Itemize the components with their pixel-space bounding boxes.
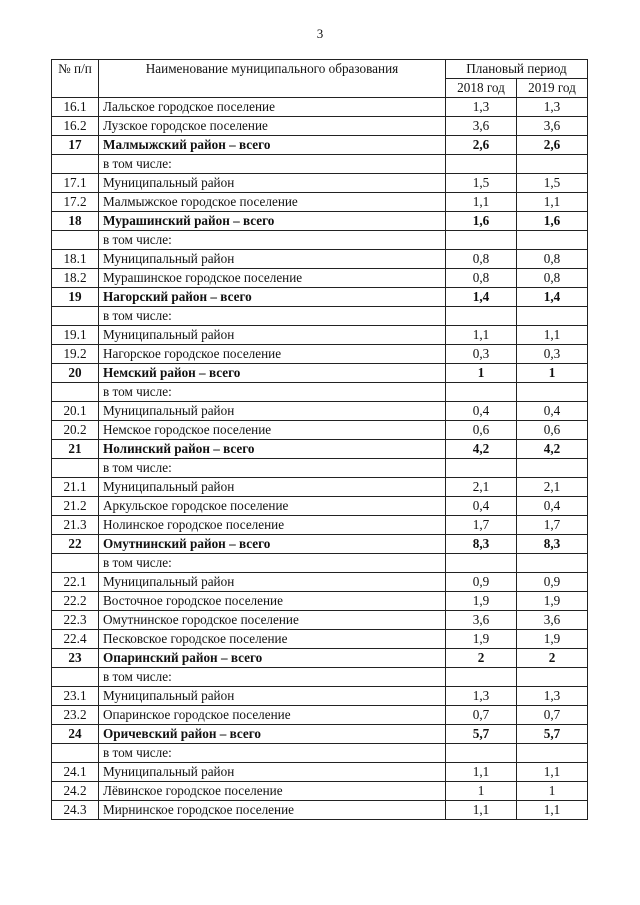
row-value-2018: 1 — [446, 364, 517, 383]
table-row — [52, 573, 588, 592]
row-value-2019 — [517, 155, 588, 174]
row-name: в том числе: — [99, 231, 446, 250]
row-name: Мурашинский район – всего — [99, 212, 446, 231]
table-row-total — [52, 288, 588, 307]
row-number: 22.3 — [52, 611, 99, 630]
row-value-2018: 2 — [446, 649, 517, 668]
row-name: Муниципальный район — [99, 250, 446, 269]
table-row — [52, 459, 588, 478]
row-name: Восточное городское поселение — [99, 592, 446, 611]
row-number: 18.2 — [52, 269, 99, 288]
row-value-2019: 8,3 — [517, 535, 588, 554]
row-value-2019 — [517, 554, 588, 573]
row-value-2018 — [446, 744, 517, 763]
row-name: Песковское городское поселение — [99, 630, 446, 649]
row-value-2019 — [517, 231, 588, 250]
row-value-2018: 2,1 — [446, 478, 517, 497]
row-number: 18 — [52, 212, 99, 231]
table-row — [52, 763, 588, 782]
table-row-total — [52, 440, 588, 459]
table-row — [52, 326, 588, 345]
row-number: 19.1 — [52, 326, 99, 345]
row-value-2018 — [446, 554, 517, 573]
row-name: в том числе: — [99, 668, 446, 687]
table-row — [52, 744, 588, 763]
row-number: 16.1 — [52, 98, 99, 117]
row-value-2019: 2 — [517, 649, 588, 668]
row-value-2019: 1,5 — [517, 174, 588, 193]
row-name: Муниципальный район — [99, 763, 446, 782]
row-number: 21.1 — [52, 478, 99, 497]
header-number: № п/п — [52, 60, 99, 98]
row-value-2019: 1,1 — [517, 326, 588, 345]
row-name: Лальское городское поселение — [99, 98, 446, 117]
row-name: Аркульское городское поселение — [99, 497, 446, 516]
row-name: в том числе: — [99, 744, 446, 763]
row-value-2019: 0,8 — [517, 250, 588, 269]
row-number: 24.3 — [52, 801, 99, 820]
header-year-2018: 2018 год — [446, 79, 517, 98]
row-value-2018: 3,6 — [446, 611, 517, 630]
row-value-2018: 0,4 — [446, 402, 517, 421]
row-value-2018: 1,9 — [446, 630, 517, 649]
row-name: Муниципальный район — [99, 402, 446, 421]
row-value-2019: 4,2 — [517, 440, 588, 459]
row-name: Муниципальный район — [99, 478, 446, 497]
row-value-2019: 0,4 — [517, 402, 588, 421]
row-number — [52, 554, 99, 573]
table-row — [52, 117, 588, 136]
table-row-total — [52, 364, 588, 383]
row-value-2019: 1,7 — [517, 516, 588, 535]
row-value-2019: 1,1 — [517, 193, 588, 212]
row-value-2018: 8,3 — [446, 535, 517, 554]
table-row — [52, 250, 588, 269]
row-number — [52, 459, 99, 478]
row-value-2019: 1,9 — [517, 630, 588, 649]
row-name: Нолинский район – всего — [99, 440, 446, 459]
row-value-2018 — [446, 383, 517, 402]
table-row — [52, 630, 588, 649]
row-name: Немское городское поселение — [99, 421, 446, 440]
row-value-2019: 1,1 — [517, 801, 588, 820]
row-number: 23 — [52, 649, 99, 668]
row-number: 20 — [52, 364, 99, 383]
table-body — [52, 60, 588, 820]
row-name: в том числе: — [99, 554, 446, 573]
table-row — [52, 269, 588, 288]
row-value-2018: 0,6 — [446, 421, 517, 440]
row-number: 19 — [52, 288, 99, 307]
row-name: Мирнинское городское поселение — [99, 801, 446, 820]
row-value-2018 — [446, 668, 517, 687]
row-number: 22.2 — [52, 592, 99, 611]
row-number: 17.1 — [52, 174, 99, 193]
row-name: Нагорское городское поселение — [99, 345, 446, 364]
header-name: Наименование муниципального образования — [99, 60, 446, 98]
row-value-2018: 4,2 — [446, 440, 517, 459]
row-number: 18.1 — [52, 250, 99, 269]
table-row — [52, 421, 588, 440]
row-name: Опаринский район – всего — [99, 649, 446, 668]
table-row — [52, 782, 588, 801]
row-number: 19.2 — [52, 345, 99, 364]
row-value-2018: 1,1 — [446, 193, 517, 212]
row-name: Муниципальный район — [99, 326, 446, 345]
table-row — [52, 174, 588, 193]
row-number: 23.1 — [52, 687, 99, 706]
row-name: Малмыжское городское поселение — [99, 193, 446, 212]
row-number: 21.2 — [52, 497, 99, 516]
row-value-2019: 2,1 — [517, 478, 588, 497]
row-name: Муниципальный район — [99, 573, 446, 592]
row-value-2018: 5,7 — [446, 725, 517, 744]
row-number — [52, 231, 99, 250]
table-row-total — [52, 725, 588, 744]
row-value-2019: 1 — [517, 364, 588, 383]
header-year-2019: 2019 год — [517, 79, 588, 98]
row-name: Лузское городское поселение — [99, 117, 446, 136]
row-value-2018: 1,6 — [446, 212, 517, 231]
row-value-2018: 1,3 — [446, 687, 517, 706]
row-value-2019 — [517, 307, 588, 326]
row-number: 24.2 — [52, 782, 99, 801]
table-row — [52, 687, 588, 706]
row-value-2019: 1,3 — [517, 98, 588, 117]
row-value-2019: 1,1 — [517, 763, 588, 782]
table-row — [52, 193, 588, 212]
row-value-2019 — [517, 383, 588, 402]
row-value-2019 — [517, 459, 588, 478]
row-number: 21.3 — [52, 516, 99, 535]
row-value-2018 — [446, 307, 517, 326]
row-name: Оричевский район – всего — [99, 725, 446, 744]
table-row-total — [52, 136, 588, 155]
row-value-2018: 1 — [446, 782, 517, 801]
row-name: Немский район – всего — [99, 364, 446, 383]
row-value-2018: 1,3 — [446, 98, 517, 117]
table-row-total — [52, 212, 588, 231]
row-value-2019 — [517, 668, 588, 687]
row-name: Опаринское городское поселение — [99, 706, 446, 725]
header-period: Плановый период — [446, 60, 588, 79]
row-name: Муниципальный район — [99, 687, 446, 706]
row-value-2019: 1,4 — [517, 288, 588, 307]
row-value-2018: 2,6 — [446, 136, 517, 155]
table-row — [52, 155, 588, 174]
row-number: 22.4 — [52, 630, 99, 649]
table-row — [52, 478, 588, 497]
row-value-2018: 1,5 — [446, 174, 517, 193]
table-row — [52, 516, 588, 535]
row-value-2018: 0,8 — [446, 250, 517, 269]
row-number: 22 — [52, 535, 99, 554]
row-name: Муниципальный район — [99, 174, 446, 193]
row-name: в том числе: — [99, 307, 446, 326]
table-row — [52, 554, 588, 573]
row-number: 17.2 — [52, 193, 99, 212]
table-row — [52, 668, 588, 687]
table-row — [52, 231, 588, 250]
row-number — [52, 744, 99, 763]
header-row — [52, 60, 588, 79]
row-value-2019: 0,7 — [517, 706, 588, 725]
row-name: Малмыжский район – всего — [99, 136, 446, 155]
row-value-2018: 0,3 — [446, 345, 517, 364]
row-value-2019: 3,6 — [517, 117, 588, 136]
row-number — [52, 668, 99, 687]
table-row — [52, 706, 588, 725]
budget-table — [51, 59, 588, 820]
row-value-2018: 1,1 — [446, 763, 517, 782]
table-row — [52, 611, 588, 630]
row-name: Нагорский район – всего — [99, 288, 446, 307]
table-row — [52, 402, 588, 421]
row-value-2019: 2,6 — [517, 136, 588, 155]
row-value-2019: 0,6 — [517, 421, 588, 440]
row-number — [52, 307, 99, 326]
row-value-2018 — [446, 231, 517, 250]
row-value-2018: 0,9 — [446, 573, 517, 592]
row-value-2019: 1,9 — [517, 592, 588, 611]
row-number: 24.1 — [52, 763, 99, 782]
row-name: Омутнинский район – всего — [99, 535, 446, 554]
table-row — [52, 383, 588, 402]
row-number: 21 — [52, 440, 99, 459]
table-row — [52, 592, 588, 611]
row-value-2019: 1,6 — [517, 212, 588, 231]
row-value-2018 — [446, 155, 517, 174]
row-name: Нолинское городское поселение — [99, 516, 446, 535]
page-number: 3 — [316, 26, 324, 41]
row-number: 24 — [52, 725, 99, 744]
table-row — [52, 345, 588, 364]
table-row — [52, 98, 588, 117]
row-value-2019: 0,8 — [517, 269, 588, 288]
table-row — [52, 801, 588, 820]
row-number: 20.2 — [52, 421, 99, 440]
row-number: 20.1 — [52, 402, 99, 421]
row-name: Мурашинское городское поселение — [99, 269, 446, 288]
row-value-2019: 1,3 — [517, 687, 588, 706]
row-value-2018: 1,9 — [446, 592, 517, 611]
table-row — [52, 497, 588, 516]
row-value-2018: 0,4 — [446, 497, 517, 516]
row-value-2018 — [446, 459, 517, 478]
row-name: Лёвинское городское поселение — [99, 782, 446, 801]
row-value-2018: 1,4 — [446, 288, 517, 307]
row-value-2018: 1,7 — [446, 516, 517, 535]
row-value-2019 — [517, 744, 588, 763]
row-value-2019: 0,9 — [517, 573, 588, 592]
row-name: в том числе: — [99, 459, 446, 478]
row-name: в том числе: — [99, 383, 446, 402]
row-value-2018: 0,8 — [446, 269, 517, 288]
table-row — [52, 307, 588, 326]
row-value-2018: 1,1 — [446, 801, 517, 820]
row-value-2018: 3,6 — [446, 117, 517, 136]
row-number — [52, 383, 99, 402]
row-number — [52, 155, 99, 174]
row-value-2018: 0,7 — [446, 706, 517, 725]
row-name: в том числе: — [99, 155, 446, 174]
row-value-2019: 5,7 — [517, 725, 588, 744]
row-number: 23.2 — [52, 706, 99, 725]
row-value-2018: 1,1 — [446, 326, 517, 345]
row-number: 17 — [52, 136, 99, 155]
row-value-2019: 3,6 — [517, 611, 588, 630]
row-value-2019: 0,4 — [517, 497, 588, 516]
table-row-total — [52, 649, 588, 668]
row-value-2019: 0,3 — [517, 345, 588, 364]
row-number: 16.2 — [52, 117, 99, 136]
row-value-2019: 1 — [517, 782, 588, 801]
row-number: 22.1 — [52, 573, 99, 592]
row-name: Омутнинское городское поселение — [99, 611, 446, 630]
table-row-total — [52, 535, 588, 554]
